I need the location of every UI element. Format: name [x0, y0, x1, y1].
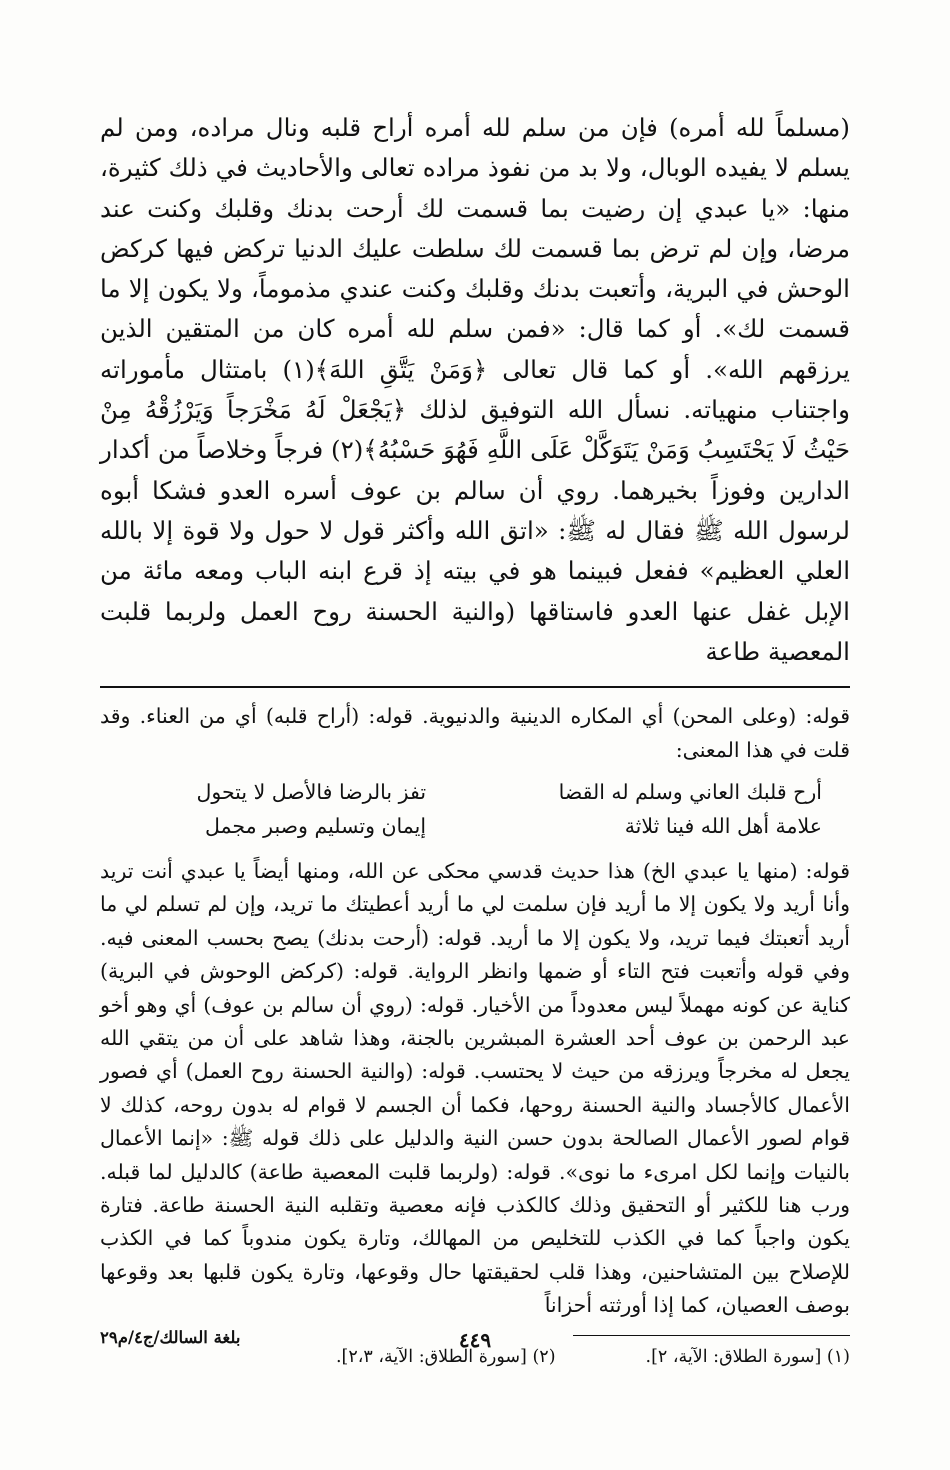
commentary-body: قوله: (منها يا عبدي الخ) هذا حديث قدسي محكى عن الله، ومنها أيضاً يا عبدي أنت تريد وأنا أريد ولا يكون إلا ما أريد فإن سلمت لي ما أريد أعطيتك ما تريد، وإن لم تسلم لي ما أريد أتعبتك فيما تريد، ولا يكون إلا ما أريد. قوله: (أرحت بدنك) يصح بحسب المعنى فيه. وفي قوله وأتعبت فتح التاء أو ضمها وانظر الرواية. قوله: (كركض الوحوش في البرية) كناية عن كونه مهملاً ليس معدوداً من الأخيار. قوله: (روي أن سالم بن عوف) أي وهو أخو عبد الرحمن بن عوف أحد العشرة المبشرين بالجنة، وهذا شاهد على أن من يتقي الله يجعل له مخرجاً ويرزقه من حيث لا يحتسب. قوله: (والنية الحسنة روح العمل) أي فصور الأعمال كالأجساد والنية الحسنة روحها، فكما أن الجسم لا قوام له بدون روحه، كذلك لا قوام لصور الأعمال الصالحة بدون حسن النية والدليل على ذلك قوله ﷺ: «إنما الأعمال بالنيات وإنما لكل امرىء ما نوى». قوله: (ولربما قلبت المعصية طاعة) كالدليل لما قبله. ورب هنا للكثير أو التحقيق وذلك كالكذب فإنه معصية وتقلبه النية الحسنة طاعة. فتارة يكون واجباً كما في الكذب للتخليص من المهالك، وتارة يكون مندوباً كما في الكذب للإصلاح بين المتشاحنين، وهذا قلب لحقيقتها حال وقوعها، وتارة يكون قلبها بعد وقوعها بوصف العصيان، كما إذا أورثته أحزاناً — [100, 858, 850, 1318]
page-number: ٤٤٩ — [458, 1328, 492, 1352]
running-footer: بلغة السالك/ج٤/م٢٩ — [100, 1328, 241, 1347]
main-text-separator — [100, 686, 850, 688]
commentary-block — [100, 700, 850, 1323]
main-paragraph: (مسلماً لله أمره) فإن من سلم لله أمره أراح قلبه ونال مراده، ومن لم يسلم لا يفيده الوبال، ولا بد من نفوذ مراده تعالى والأحاديث في ذلك كثيرة، منها: «يا عبدي إن رضيت بما قسمت لك أرحت بدنك وقلبك وكنت عند مرضا، وإن لم ترض بما قسمت لك سلطت عليك الدنيا تركض فيها كركض الوحش في البرية، وأتعبت بدنك وقلبك وكنت عندي مذموماً، ولا يكون إلا ما قسمت لك». أو كما قال: «فمن سلم لله أمره كان من المتقين الذين يرزقهم الله». أو كما قال تعالى ﴿وَمَنْ يَتَّقِ اللهَ﴾(١) بامتثال مأموراته واجتناب منهياته. نسأل الله التوفيق لذلك ﴿يَجْعَلْ لَهُ مَخْرَجاً وَيَرْزُقْهُ مِنْ حَيْثُ لَا يَحْتَسِبُ وَمَنْ يَتَوَكَّلْ عَلَى اللَّهِ فَهُوَ حَسْبُهُ﴾(٢) فرجاً وخلاصاً من أكدار الدارين وفوزاً بخيرهما. روي أن سالم بن عوف أسره العدو فشكا أبوه لرسول الله ﷺ فقال له ﷺ: «اتق الله وأكثر قول لا حول ولا قوة إلا بالله العلي العظيم» ففعل فبينما هو في بيته إذ قرع ابنه الباب ومعه مائة من الإبل غفل عنها العدو فاستاقها (والنية الحسنة روح العمل ولربما قلبت المعصية طاعة — [100, 113, 850, 666]
poem-verses — [100, 775, 850, 843]
footnote-1: (١) [سورة الطلاق: الآية، ٢]. — [645, 1346, 850, 1367]
main-text-block — [100, 108, 850, 672]
verse-hemistich: تفز بالرضا فالأصل لا يتحول — [196, 779, 427, 804]
footnote-2: (٢) [سورة الطلاق: الآية، ٢،٣]. — [335, 1346, 556, 1367]
page-footer — [100, 1328, 850, 1358]
verse-hemistich: إيمان وتسليم وصبر مجمل — [205, 813, 427, 838]
verse-hemistich: علامة أهل الله فينا ثلاثة — [624, 813, 822, 838]
verse-row — [100, 809, 850, 843]
commentary-intro: قوله: (وعلى المحن) أي المكاره الدينية والدنيوية. قوله: (أراح قلبه) أي من العناء. وقد قلت في هذا المعنى: — [100, 704, 850, 762]
verse-row — [100, 775, 850, 809]
verse-hemistich: أرح قلبك العاني وسلم له القضا — [558, 779, 822, 804]
